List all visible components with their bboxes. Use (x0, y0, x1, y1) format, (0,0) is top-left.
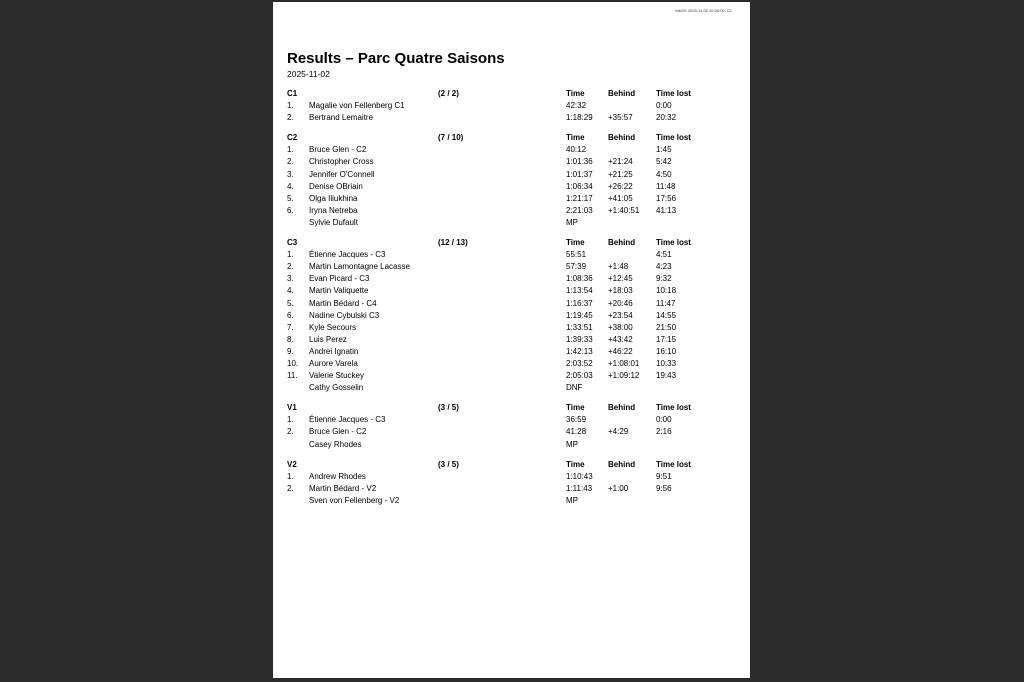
time-behind: +21:25 (608, 169, 633, 179)
position: 3. (287, 169, 294, 179)
runner-name: Aurore Varela (309, 358, 358, 368)
runner-name: Étienne Jacques - C3 (309, 415, 386, 425)
finish-time: 1:06:34 (566, 181, 593, 191)
result-row (287, 370, 727, 382)
runner-name: Sylvie Dufault (309, 217, 358, 227)
time-behind: +18:03 (608, 286, 633, 296)
class-name: C1 (287, 89, 298, 98)
runner-name: Bertrand Lemaitre (309, 113, 374, 123)
runner-name: Nadine Cybulski C3 (309, 310, 380, 320)
runner-name: Christopher Cross (309, 157, 374, 167)
position: 5. (287, 193, 294, 203)
finish-time: 42:32 (566, 101, 587, 111)
finish-time: 2:03:52 (566, 358, 593, 368)
time-lost: 16:10 (656, 346, 677, 356)
position: 7. (287, 322, 294, 332)
class-name: C3 (287, 238, 298, 248)
class-block (287, 402, 727, 450)
document-page (273, 2, 750, 678)
runner-name: Martin Bédard - V2 (309, 483, 377, 493)
finish-time: 1:01:36 (566, 157, 593, 167)
finish-time: 1:13:54 (566, 286, 593, 296)
finish-time: 41:28 (566, 427, 587, 437)
result-row (287, 346, 727, 358)
time-lost: 2:16 (656, 427, 672, 437)
runner-name: Andrew Rhodes (309, 471, 366, 481)
class-count: (3 / 5) (438, 403, 459, 413)
result-row (287, 144, 727, 156)
results-list (287, 88, 727, 515)
position: 1. (287, 145, 294, 155)
result-row (287, 439, 727, 451)
class-header (287, 132, 727, 144)
position: 2. (287, 262, 294, 272)
time-lost: 10:18 (656, 286, 677, 296)
runner-name: Luis Perez (309, 334, 347, 344)
result-row (287, 261, 727, 273)
result-row (287, 310, 727, 322)
result-row (287, 414, 727, 426)
result-row (287, 100, 727, 112)
time-lost: 10:33 (656, 358, 677, 368)
page-title: Results – Parc Quatre Saisons (287, 50, 505, 67)
time-lost: 9:51 (656, 471, 672, 481)
time-behind: +12:45 (608, 274, 633, 284)
result-row (287, 249, 727, 261)
finish-time: 1:19:45 (566, 310, 593, 320)
time-lost: 9:56 (656, 483, 672, 493)
position: 8. (287, 334, 294, 344)
time-header: Time (566, 459, 585, 469)
time-lost: 5:42 (656, 157, 672, 167)
result-row (287, 193, 727, 205)
finish-time: 1:11:43 (566, 483, 593, 493)
class-block (287, 132, 727, 229)
finish-time: 57:39 (566, 262, 587, 272)
time-lost: 0:00 (656, 101, 672, 111)
result-row (287, 495, 727, 507)
finish-time: 1:01:37 (566, 169, 593, 179)
position: 2. (287, 427, 294, 437)
class-header (287, 88, 727, 100)
finish-time: 1:42:13 (566, 346, 593, 356)
finish-time: 1:39:33 (566, 334, 593, 344)
result-row (287, 382, 727, 394)
finish-time: MP (566, 217, 578, 227)
finish-time: 1:33:51 (566, 322, 593, 332)
runner-name: Cathy Gosselin (309, 383, 364, 393)
time-lost: 14:55 (656, 310, 677, 320)
runner-name: Iryna Netreba (309, 205, 358, 215)
runner-name: Olga Iliukhina (309, 193, 358, 203)
header-meta: MeOS 2025-11-02 10:00:00, C1 (675, 8, 732, 13)
finish-time: MP (566, 439, 578, 449)
time-header: Time (566, 89, 585, 98)
position: 3. (287, 274, 294, 284)
runner-name: Sven von Fellenberg - V2 (309, 495, 400, 505)
position: 2. (287, 113, 294, 123)
time-lost: 4:50 (656, 169, 672, 179)
finish-time: 1:16:37 (566, 298, 593, 308)
class-block (287, 88, 727, 124)
position: 1. (287, 415, 294, 425)
position: 4. (287, 286, 294, 296)
runner-name: Étienne Jacques - C3 (309, 250, 386, 260)
runner-name: Kyle Secours (309, 322, 357, 332)
result-row (287, 217, 727, 229)
class-count: (3 / 5) (438, 459, 459, 469)
time-lost-header: Time lost (656, 459, 691, 469)
time-behind: +46:22 (608, 346, 633, 356)
finish-time: 55:51 (566, 250, 587, 260)
time-header: Time (566, 133, 585, 143)
time-lost: 41:13 (656, 205, 677, 215)
class-block (287, 459, 727, 507)
time-lost: 4:23 (656, 262, 672, 272)
time-behind: +1:48 (608, 262, 629, 272)
runner-name: Denise OBriain (309, 181, 363, 191)
result-row (287, 273, 727, 285)
position: 11. (287, 371, 298, 381)
finish-time: 2:05:03 (566, 371, 593, 381)
runner-name: Casey Rhodes (309, 439, 362, 449)
time-behind: +43:42 (608, 334, 633, 344)
result-row (287, 471, 727, 483)
time-behind: +23:54 (608, 310, 633, 320)
result-row (287, 334, 727, 346)
behind-header: Behind (608, 403, 636, 413)
position: 6. (287, 205, 294, 215)
runner-name: Magalie von Fellenberg C1 (309, 101, 405, 111)
result-row (287, 483, 727, 495)
result-row (287, 205, 727, 217)
result-row (287, 298, 727, 310)
time-lost: 19:43 (656, 371, 677, 381)
position: 1. (287, 471, 294, 481)
time-lost: 11:48 (656, 181, 676, 191)
time-lost: 4:51 (656, 250, 672, 260)
time-lost: 20:32 (656, 113, 677, 123)
position: 2. (287, 157, 294, 167)
time-lost-header: Time lost (656, 238, 691, 248)
runner-name: Martin Bédard - C4 (309, 298, 377, 308)
event-date: 2025-11-02 (287, 69, 330, 79)
result-row (287, 322, 727, 334)
result-row (287, 169, 727, 181)
time-behind: +1:09:12 (608, 371, 640, 381)
class-count: (2 / 2) (438, 89, 459, 98)
time-lost: 17:56 (656, 193, 677, 203)
position: 1. (287, 101, 294, 111)
class-name: V1 (287, 403, 297, 413)
time-lost-header: Time lost (656, 133, 691, 143)
position: 1. (287, 250, 294, 260)
behind-header: Behind (608, 238, 636, 248)
behind-header: Behind (608, 89, 636, 98)
class-header (287, 402, 727, 414)
class-count: (7 / 10) (438, 133, 464, 143)
time-behind: +41:05 (608, 193, 633, 203)
position: 2. (287, 483, 294, 493)
time-lost: 11:47 (656, 298, 676, 308)
time-behind: +1:40:51 (608, 205, 640, 215)
class-name: V2 (287, 459, 297, 469)
class-block (287, 237, 727, 394)
time-behind: +1:00 (608, 483, 629, 493)
runner-name: Jennifer O'Connell (309, 169, 375, 179)
time-behind: +26:22 (608, 181, 633, 191)
finish-time: MP (566, 495, 578, 505)
class-header (287, 237, 727, 249)
runner-name: Valerie Stuckey (309, 371, 364, 381)
class-header (287, 459, 727, 471)
runner-name: Bruce Glen - C2 (309, 427, 367, 437)
position: 5. (287, 298, 294, 308)
runner-name: Bruce Glen - C2 (309, 145, 367, 155)
finish-time: 1:18:29 (566, 113, 593, 123)
finish-time: 2:21:03 (566, 205, 593, 215)
position: 4. (287, 181, 294, 191)
result-row (287, 358, 727, 370)
finish-time: 1:08:36 (566, 274, 593, 284)
result-row (287, 285, 727, 297)
result-row (287, 112, 727, 124)
result-row (287, 426, 727, 438)
time-behind: +21:24 (608, 157, 633, 167)
time-lost: 1:45 (656, 145, 672, 155)
result-row (287, 181, 727, 193)
time-behind: +38:00 (608, 322, 633, 332)
runner-name: Evan Picard - C3 (309, 274, 370, 284)
time-lost: 9:32 (656, 274, 672, 284)
time-lost: 21:50 (656, 322, 677, 332)
finish-time: 1:10:43 (566, 471, 593, 481)
class-name: C2 (287, 133, 298, 143)
finish-time: 36:59 (566, 415, 587, 425)
behind-header: Behind (608, 133, 636, 143)
position: 6. (287, 310, 294, 320)
finish-time: 40:12 (566, 145, 587, 155)
runner-name: Andrei Ignatin (309, 346, 359, 356)
runner-name: Martin Lamontagne Lacasse (309, 262, 410, 272)
time-behind: +1:08:01 (608, 358, 640, 368)
finish-time: 1:21:17 (566, 193, 593, 203)
finish-time: DNF (566, 383, 583, 393)
behind-header: Behind (608, 459, 636, 469)
time-lost-header: Time lost (656, 89, 691, 98)
position: 9. (287, 346, 294, 356)
runner-name: Martin Valiquette (309, 286, 369, 296)
position: 10. (287, 358, 299, 368)
class-count: (12 / 13) (438, 238, 468, 248)
time-lost: 0:00 (656, 415, 672, 425)
time-lost: 17:15 (656, 334, 677, 344)
time-behind: +4:29 (608, 427, 629, 437)
time-header: Time (566, 403, 585, 413)
result-row (287, 156, 727, 168)
time-header: Time (566, 238, 585, 248)
time-behind: +20:46 (608, 298, 633, 308)
time-behind: +35:57 (608, 113, 633, 123)
time-lost-header: Time lost (656, 403, 691, 413)
